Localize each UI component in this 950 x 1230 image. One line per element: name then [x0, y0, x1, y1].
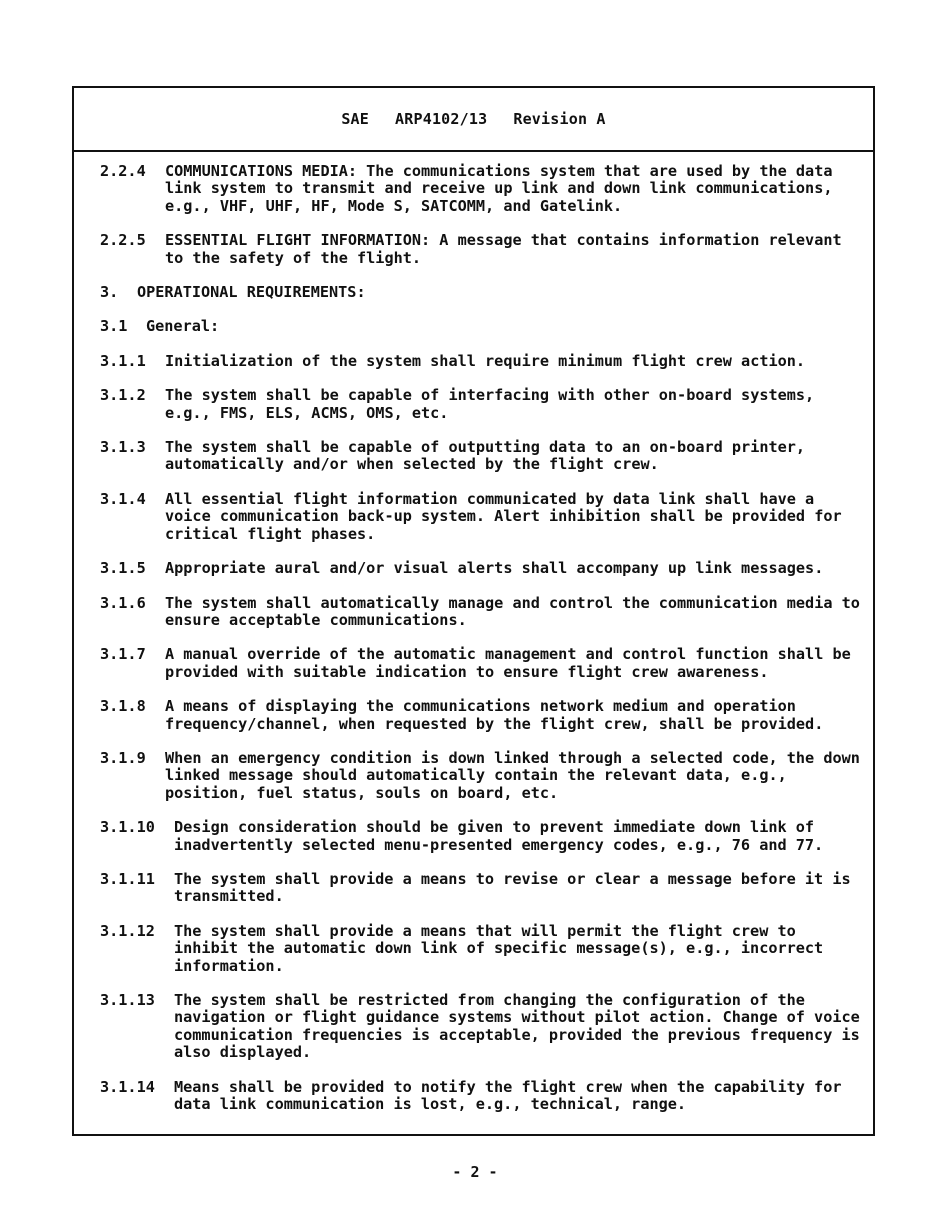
paragraph-text: The system shall be restricted from changing the configuration of the navigation or flight guidance systems without pilot action. Change of voice communication frequencies is acceptable, provided the previous frequency is also displayed. — [174, 991, 860, 1062]
paragraph-3-1-13 — [100, 992, 863, 1062]
paragraph-text: The system shall provide a means that will permit the flight crew to inhibit the automatic down link of specific message(s), e.g., incorrect information. — [174, 921, 824, 975]
paragraph-number: 3.1.6 — [100, 593, 146, 612]
paragraph-text: General: — [146, 317, 220, 336]
paragraph-number: 3.1.10 — [100, 818, 155, 837]
paragraph-number: 3.1.9 — [100, 748, 146, 767]
paragraph-2-2-5 — [100, 232, 863, 267]
paragraph-text: Design consideration should be given to prevent immediate down link of inadvertently selected menu-presented emergency codes, e.g., 76 and 77. — [174, 818, 824, 854]
paragraph-number: 3. — [100, 283, 119, 302]
paragraph-number: 3.1.4 — [100, 489, 146, 508]
paragraph-3-1-4 — [100, 491, 863, 543]
paragraph-text: The system shall provide a means to revise or clear a message before it is transmitted. — [174, 869, 851, 906]
header-doc-number: ARP4102/13 — [395, 110, 488, 128]
paragraph-text: Appropriate aural and/or visual alerts shall accompany up link messages. — [165, 559, 824, 578]
paragraph-text: The system shall be capable of outputting data to an on-board printer, automatically and/or when selected by the flight crew. — [165, 438, 806, 474]
paragraph-2-2-4 — [100, 163, 863, 215]
header-revision: Revision A — [513, 110, 606, 128]
paragraph-text: Means shall be provided to notify the flight crew when the capability for data link communication is lost, e.g., technical, range. — [174, 1077, 842, 1114]
paragraph-text: A manual override of the automatic management and control function shall be provided with suitable indication to ensure flight crew awareness. — [165, 645, 851, 681]
paragraph-text: The system shall automatically manage and control the communication media to ensure acceptable communications. — [165, 593, 860, 629]
paragraph-number: 3.1.3 — [100, 438, 146, 457]
paragraph-3-1-14 — [100, 1079, 863, 1114]
paragraph-3-1-9 — [100, 750, 863, 802]
paragraph-number: 3.1.2 — [100, 386, 146, 405]
paragraph-text: OPERATIONAL REQUIREMENTS: — [137, 283, 366, 302]
paragraph-text: All essential flight information communicated by data link shall have a voice communication back-up system. Alert inhibition shall be provided for critical flight phases. — [165, 489, 842, 543]
header-org: SAE — [341, 110, 370, 128]
section-heading-3 — [100, 284, 863, 301]
paragraph-3-1-12 — [100, 923, 863, 975]
paragraph-number: 3.1.5 — [100, 559, 146, 578]
paragraph-3-1-7 — [100, 646, 863, 681]
paragraph-3-1-8 — [100, 698, 863, 733]
document-body — [100, 163, 863, 1130]
paragraph-3-1-10 — [100, 819, 863, 854]
paragraph-number: 3.1.12 — [100, 921, 155, 940]
paragraph-number: 2.2.4 — [100, 162, 146, 180]
paragraph-number: 3.1.7 — [100, 645, 146, 664]
section-heading-3-1 — [100, 318, 863, 335]
paragraph-text: COMMUNICATIONS MEDIA: The communications system that are used by the data link system to transmit and receive up link and down link communications, e.g., VHF, UHF, HF, Mode S, SATCOMM, and Gatelink. — [165, 162, 833, 215]
paragraph-3-1-2 — [100, 387, 863, 422]
paragraph-3-1-6 — [100, 595, 863, 630]
paragraph-3-1-3 — [100, 439, 863, 474]
paragraph-number: 3.1 — [100, 317, 128, 336]
paragraph-3-1-5 — [100, 560, 863, 577]
paragraph-number: 3.1.8 — [100, 697, 146, 716]
paragraph-text: When an emergency condition is down linked through a selected code, the down linked message should automatically contain the relevant data, e.g., position, fuel status, souls on board, etc. — [165, 748, 860, 802]
paragraph-number: 3.1.13 — [100, 991, 155, 1009]
paragraph-text: A means of displaying the communications network medium and operation frequency/channel, when requested by the flight crew, shall be provided. — [165, 697, 824, 733]
paragraph-number: 2.2.5 — [100, 231, 146, 250]
page-frame — [72, 86, 875, 1136]
document-header — [74, 88, 873, 152]
paragraph-text: Initialization of the system shall require minimum flight crew action. — [165, 351, 806, 370]
paragraph-number: 3.1.1 — [100, 351, 146, 370]
paragraph-text: ESSENTIAL FLIGHT INFORMATION: A message that contains information relevant to the safety of the flight. — [165, 231, 842, 267]
paragraph-3-1-11 — [100, 871, 863, 906]
page-number: - 2 - — [452, 1163, 498, 1181]
paragraph-number: 3.1.14 — [100, 1077, 155, 1096]
paragraph-number: 3.1.11 — [100, 869, 155, 888]
paragraph-text: The system shall be capable of interfacing with other on-board systems, e.g., FMS, ELS, ACMS, OMS, etc. — [165, 386, 815, 422]
paragraph-3-1-1 — [100, 353, 863, 370]
